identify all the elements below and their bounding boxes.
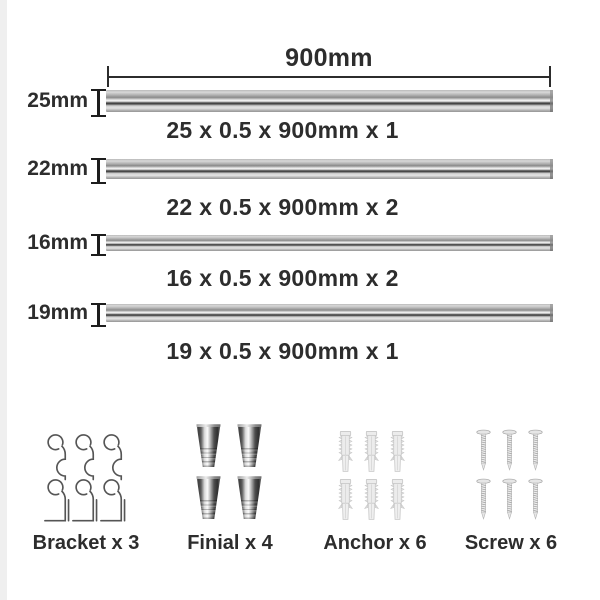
screw-icon <box>502 428 517 472</box>
bracket-icon <box>70 431 101 530</box>
diameter-marker-icon <box>91 89 106 117</box>
rod-19mm-image <box>106 304 553 322</box>
rod-diameter-label-25mm: 25mm <box>27 89 88 112</box>
finial-ribs <box>237 500 262 519</box>
rod-diameter-label-22mm: 22mm <box>27 157 88 180</box>
screw-icon <box>476 428 491 472</box>
bracket-count-label: Bracket x 3 <box>32 532 140 554</box>
finial-ribs <box>196 448 221 467</box>
screw-icon <box>476 477 491 521</box>
rod-spec-label-4: 19 x 0.5 x 900mm x 1 <box>166 338 399 364</box>
anchor-icon <box>363 478 380 521</box>
diameter-marker-icon <box>91 234 106 256</box>
anchor-set <box>337 430 406 521</box>
anchor-icon <box>389 478 406 521</box>
bracket-set <box>42 431 126 530</box>
rod-spec-label-1: 25 x 0.5 x 900mm x 1 <box>166 117 399 143</box>
rod-diameter-label-16mm: 16mm <box>27 231 88 254</box>
rod-spec-label-3: 16 x 0.5 x 900mm x 2 <box>166 265 399 291</box>
anchor-icon <box>337 430 354 473</box>
anchor-count-label: Anchor x 6 <box>323 532 427 554</box>
bracket-icon <box>42 431 73 530</box>
rod-diameter-label-19mm: 19mm <box>27 301 88 324</box>
finial-ribs <box>237 448 262 467</box>
screw-icon <box>528 477 543 521</box>
diameter-marker-icon <box>91 303 106 327</box>
finial-icon <box>237 476 262 519</box>
anchor-icon <box>389 430 406 473</box>
length-dimension-label: 900mm <box>285 44 373 72</box>
bracket-icon <box>98 431 129 530</box>
dimension-line <box>107 76 551 78</box>
rod-spec-label-2: 22 x 0.5 x 900mm x 2 <box>166 194 399 220</box>
finial-set <box>196 424 262 519</box>
screw-icon <box>502 477 517 521</box>
anchor-icon <box>363 430 380 473</box>
anchor-icon <box>337 478 354 521</box>
finial-count-label: Finial x 4 <box>187 532 273 554</box>
screw-set <box>476 428 543 521</box>
diameter-marker-icon <box>91 158 106 184</box>
rod-25mm-image <box>106 90 553 112</box>
finial-icon <box>196 424 221 467</box>
rod-22mm-image <box>106 159 553 179</box>
screw-count-label: Screw x 6 <box>464 532 558 554</box>
rod-16mm-image <box>106 235 553 251</box>
finial-icon <box>196 476 221 519</box>
screw-icon <box>528 428 543 472</box>
finial-ribs <box>196 500 221 519</box>
finial-icon <box>237 424 262 467</box>
